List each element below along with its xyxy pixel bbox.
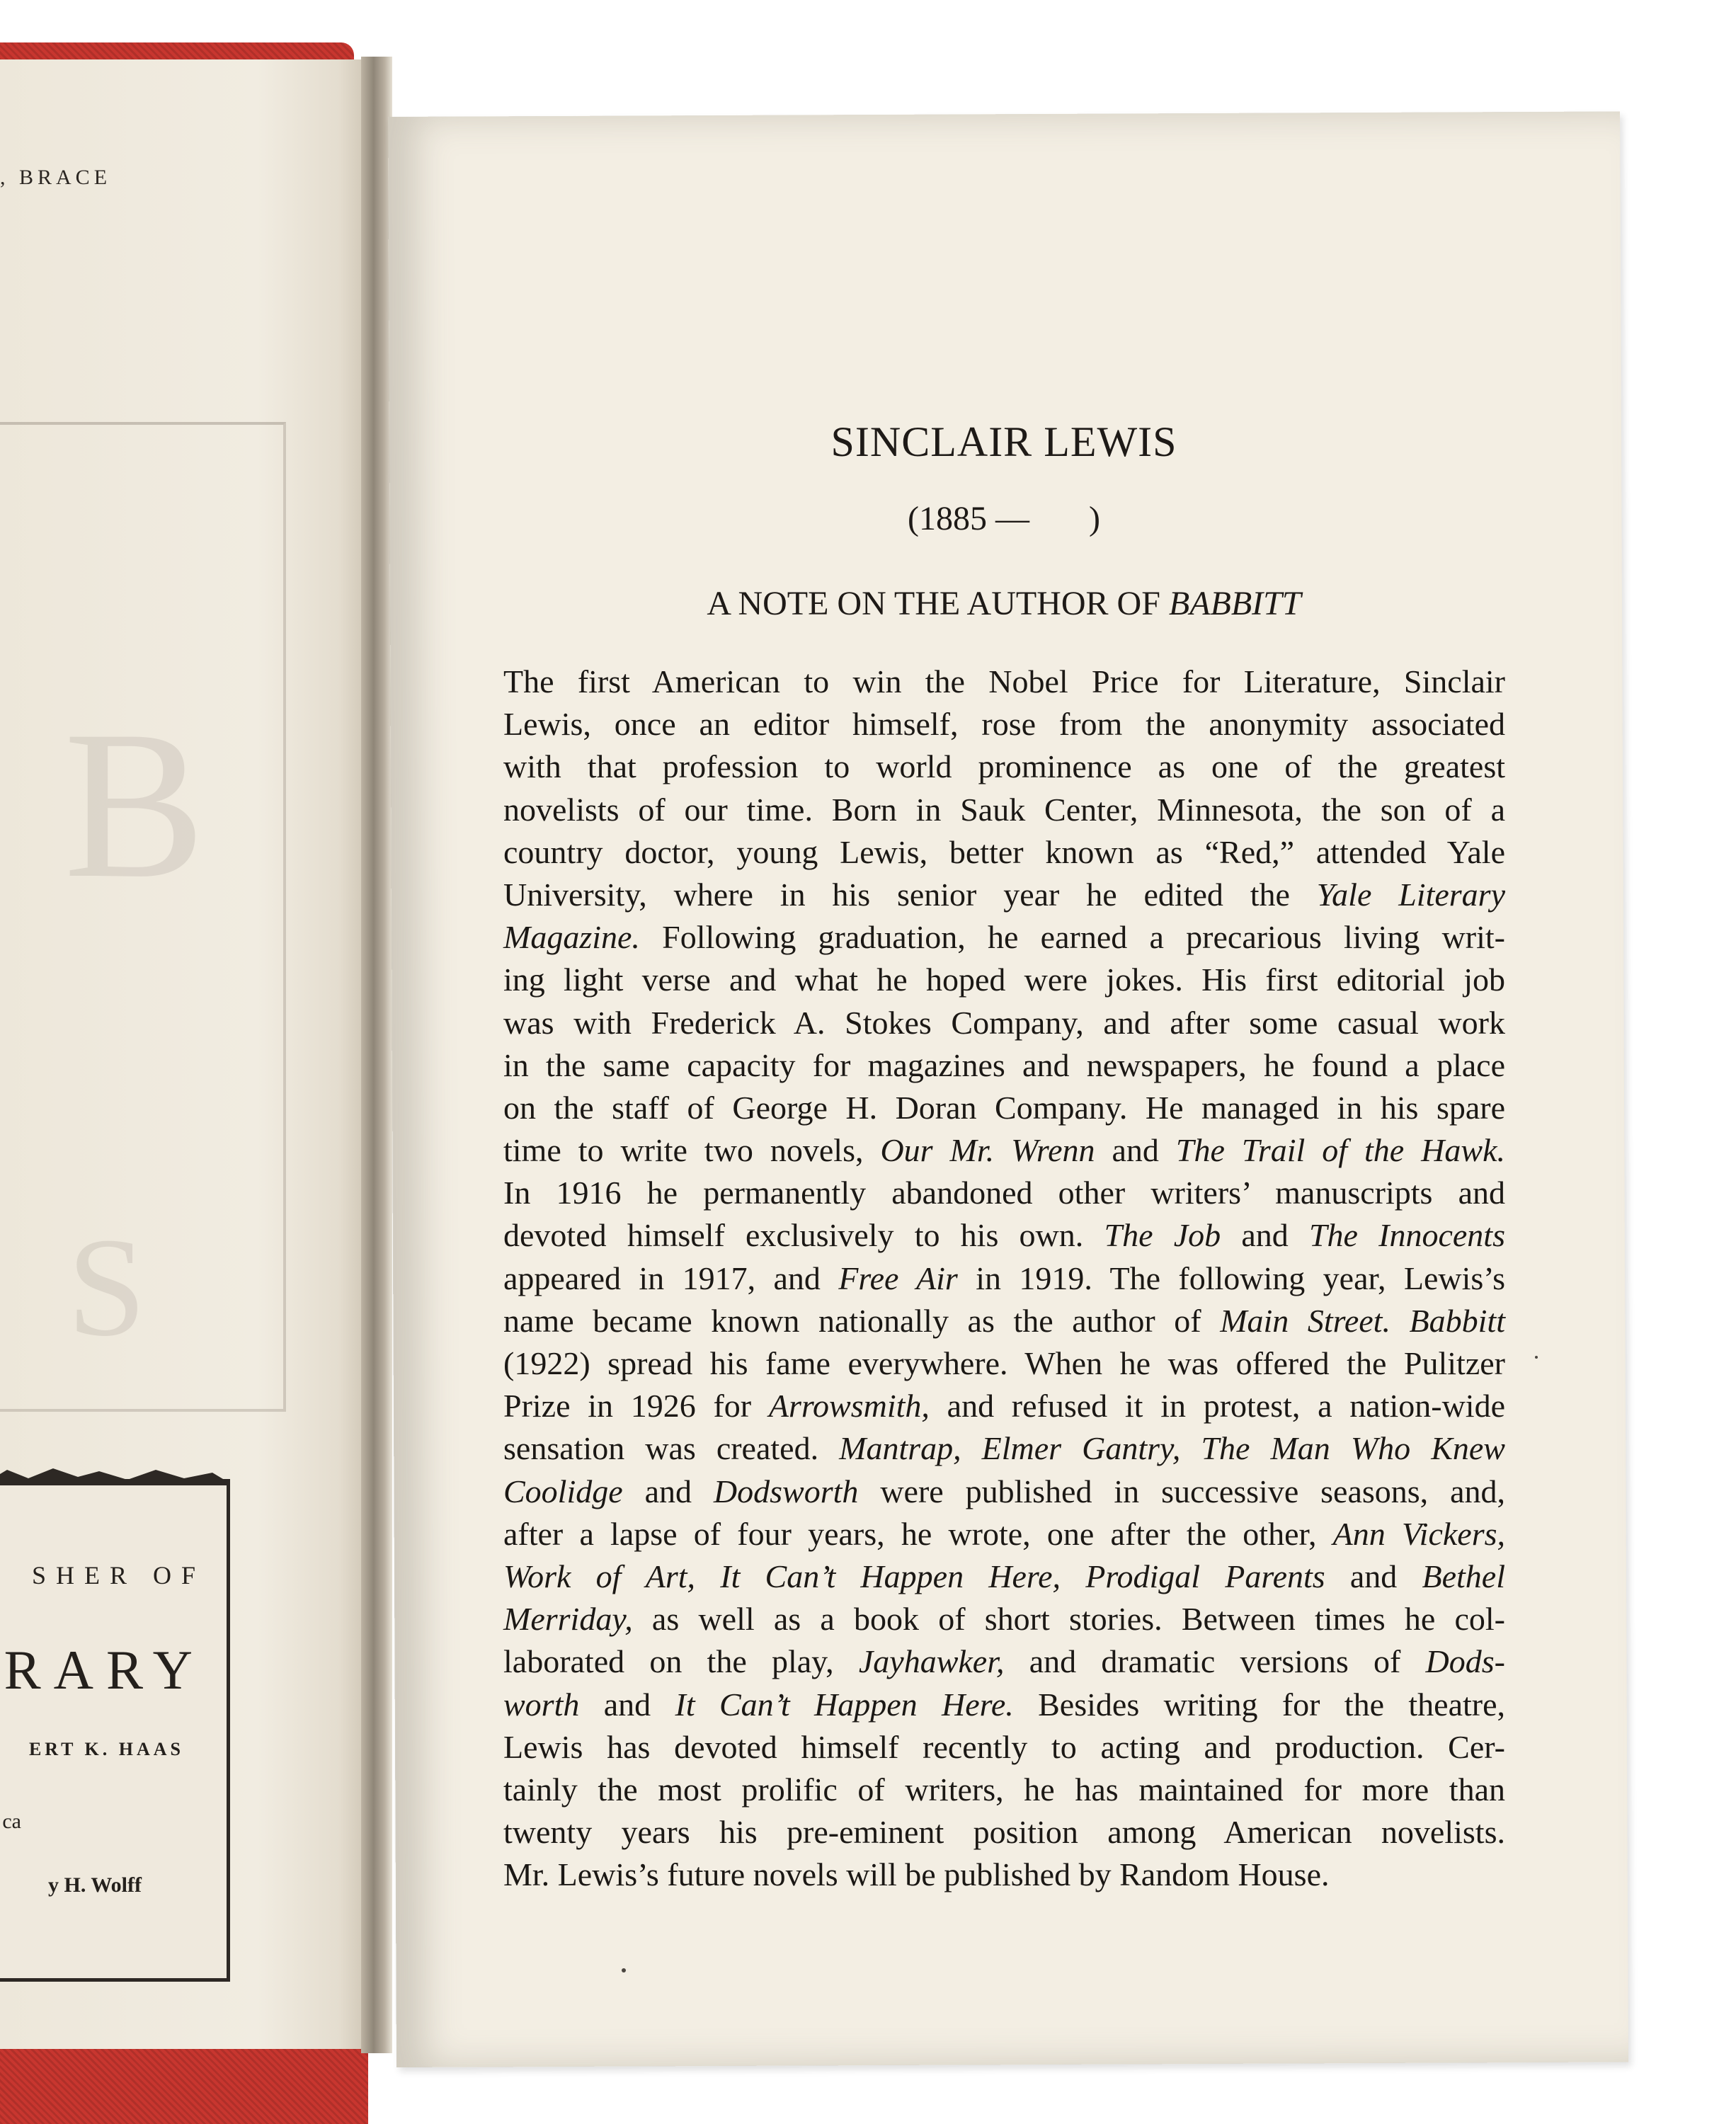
text-segment: with that profession to world prominence as one of the greatest	[503, 748, 1505, 785]
text-segment: The first American to win the Nobel Price for Literature, Sinclair	[503, 663, 1505, 700]
text-segment: laborated on the play,	[503, 1643, 859, 1680]
paragraph-line	[503, 1385, 1505, 1427]
text-segment: name became known nationally as the author of	[503, 1302, 1221, 1339]
text-segment: Besides writing for the theatre,	[1013, 1686, 1505, 1723]
text-segment: Lewis has devoted himself recently to acting and production. Cer-	[503, 1728, 1505, 1765]
text-segment: was with Frederick A. Stokes Company, and after some casual work	[503, 1004, 1505, 1041]
text-segment: in 1919. The following year, Lewis’s	[957, 1260, 1505, 1296]
text-segment: on the staff of George H. Doran Company. He managed in his spare	[503, 1089, 1505, 1126]
text-segment: (1922) spread his fame everywhere. When he was offered the Pulitzer	[503, 1345, 1505, 1381]
show-through-glyph-s: S	[67, 1209, 147, 1366]
show-through-glyph-b: B	[64, 687, 206, 922]
text-segment: tainly the most prolific of writers, he has maintained for more than	[503, 1771, 1505, 1808]
paragraph-line	[503, 1471, 1505, 1513]
text-segment: and dramatic versions of	[1004, 1643, 1426, 1680]
paragraph-line	[503, 1555, 1505, 1598]
paragraph-line	[503, 1342, 1505, 1385]
italic-title-segment: Ann Vickers,	[1332, 1515, 1505, 1552]
paragraph-line	[503, 1002, 1505, 1044]
paragraph-line	[503, 831, 1505, 874]
text-segment: appeared in 1917, and	[503, 1260, 839, 1296]
note-heading	[388, 584, 1620, 623]
paragraph-line	[503, 1513, 1505, 1555]
italic-title-segment: Mantrap, Elmer Gantry, The Man Who Knew	[839, 1430, 1505, 1467]
paragraph-line	[503, 1598, 1505, 1640]
text-segment: University, where in his senior year he edited the	[503, 876, 1317, 913]
text-segment: In 1916 he permanently abandoned other writers’ manuscripts and	[503, 1175, 1505, 1211]
book-gutter	[361, 57, 392, 2053]
italic-title-segment: It Can’t Happen Here.	[675, 1686, 1014, 1723]
colophon-line-wolff: y H. Wolff	[48, 1873, 142, 1897]
text-segment: and	[1325, 1558, 1422, 1594]
colophon-line-haas: ERT K. HAAS	[28, 1739, 184, 1759]
paragraph-line	[503, 1769, 1505, 1811]
text-segment: and	[1095, 1132, 1176, 1169]
italic-title-segment: Main Street. Babbitt	[1220, 1302, 1505, 1339]
italic-title-segment: Yale Literary	[1316, 876, 1506, 913]
author-years: (1885 — )	[908, 500, 1100, 537]
paragraph-line	[503, 703, 1505, 746]
author-title: SINCLAIR LEWIS	[830, 418, 1177, 465]
paragraph-line	[503, 1427, 1505, 1470]
text-segment: ing light verse and what he hoped were jokes. His first editorial job	[503, 961, 1505, 998]
italic-title-segment: Work of Art, It Can’t Happen Here, Prodigal Parents	[503, 1558, 1325, 1594]
italic-title-segment: Bethel	[1422, 1558, 1505, 1594]
italic-title-segment: The Job	[1104, 1217, 1221, 1254]
text-segment: were published in successive seasons, and,	[858, 1473, 1506, 1509]
colophon-line-ca: ca	[2, 1810, 21, 1833]
text-segment: twenty years his pre-eminent position among American novelists.	[503, 1814, 1505, 1851]
left-header-fragment: , BRACE	[0, 166, 112, 189]
paragraph-line	[503, 746, 1505, 788]
paragraph-line	[503, 1811, 1505, 1854]
italic-title-segment: Dods-	[1425, 1643, 1505, 1680]
left-page	[0, 59, 372, 2049]
italic-title-segment: Magazine.	[503, 919, 640, 956]
page-speck	[622, 1968, 626, 1972]
paragraph-line	[503, 1044, 1505, 1087]
italic-title-segment: Arrowsmith,	[768, 1388, 930, 1424]
italic-title-segment: Dodsworth	[713, 1473, 859, 1509]
paragraph-line	[503, 1726, 1505, 1769]
publisher-colophon-box	[0, 1479, 230, 1982]
italic-title-segment: worth	[503, 1686, 580, 1723]
paragraph-line	[503, 661, 1505, 703]
text-segment: and	[1221, 1217, 1309, 1254]
paragraph-line	[503, 1214, 1505, 1257]
text-segment: Lewis, once an editor himself, rose from the anonymity associated	[503, 706, 1505, 743]
italic-title-segment: Coolidge	[503, 1473, 623, 1509]
paragraph-line	[503, 1172, 1505, 1214]
paragraph-line	[503, 1640, 1505, 1683]
paragraph-line	[503, 789, 1505, 831]
text-segment: time to write two novels,	[503, 1132, 881, 1169]
paragraph-line	[503, 1257, 1505, 1300]
text-segment: and	[622, 1473, 714, 1509]
paragraph-line	[503, 1129, 1505, 1172]
right-page	[388, 111, 1628, 2067]
page-speck	[1535, 1356, 1538, 1359]
paragraph-line	[503, 959, 1505, 1001]
note-heading-prefix: A NOTE ON THE AUTHOR OF	[707, 585, 1169, 622]
italic-title-segment: The Trail of the Hawk.	[1175, 1132, 1505, 1169]
italic-title-segment: Free Air	[838, 1260, 958, 1296]
note-heading-book-title: BABBITT	[1168, 585, 1301, 622]
text-segment: after a lapse of four years, he wrote, one after the other,	[503, 1515, 1333, 1552]
paragraph-line	[503, 1087, 1505, 1129]
paragraph-line	[503, 874, 1505, 916]
colophon-line-publisher: SHER OF	[31, 1561, 205, 1589]
italic-title-segment: Jayhawker,	[858, 1643, 1005, 1680]
italic-title-segment: The Innocents	[1308, 1217, 1505, 1254]
biography-paragraph	[503, 661, 1505, 1896]
text-segment: Following graduation, he earned a precarious living writ-	[639, 919, 1505, 956]
text-segment: devoted himself exclusively to his own.	[503, 1217, 1104, 1254]
paragraph-line	[503, 1854, 1505, 1896]
italic-title-segment: Merriday,	[503, 1601, 633, 1638]
text-segment: Mr. Lewis’s future novels will be published by Random House.	[503, 1856, 1330, 1893]
colophon-line-library: RARY	[4, 1639, 205, 1701]
text-segment: and	[579, 1686, 675, 1723]
paragraph-line	[503, 1684, 1505, 1726]
text-segment: and refused it in protest, a nation-wide	[929, 1388, 1505, 1424]
red-cover-edge-bottom	[0, 2039, 368, 2124]
torn-edge-ornament	[0, 1466, 227, 1485]
text-segment: sensation was created.	[503, 1430, 840, 1467]
italic-title-segment: Our Mr. Wrenn	[880, 1132, 1095, 1169]
paragraph-line	[503, 1300, 1505, 1342]
text-segment: as well as a book of short stories. Between times he col-	[632, 1601, 1505, 1638]
text-segment: in the same capacity for magazines and newspapers, he found a place	[503, 1046, 1505, 1083]
text-segment: country doctor, young Lewis, better known as “Red,” attended Yale	[503, 833, 1505, 870]
paragraph-line	[503, 916, 1505, 959]
text-segment: Prize in 1926 for	[503, 1388, 769, 1424]
text-segment: novelists of our time. Born in Sauk Center, Minnesota, the son of a	[503, 791, 1505, 828]
